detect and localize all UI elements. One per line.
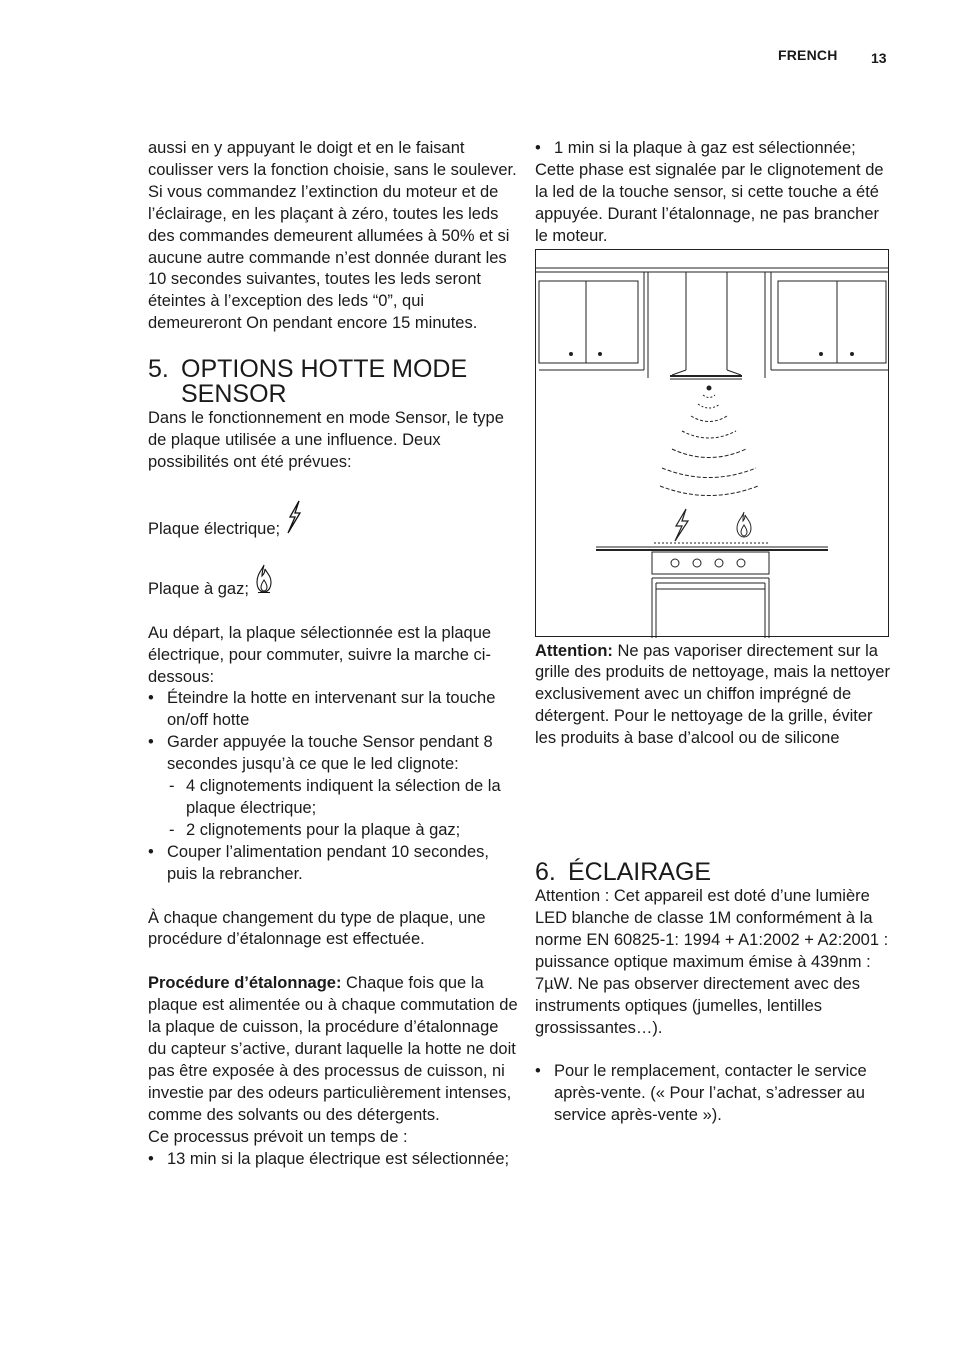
section-6-text: Attention : Cet appareil est doté d’une lumière LED blanche de classe 1M conformément à la norme EN 60825-1: 1994 + A1:2002 + A2:2001 : puissance optique maximum émise à 439nm : 7µW. Ne pas observer directement avec des instruments optiques (jumelles, lentilles grossissantes…). [535, 887, 889, 1037]
calibration-text: Chaque fois que la plaque est alimentée ou à chaque commutation de la plaque de cuisson, la procédure d’étalonnage du capteur s’active, durant laquelle la hotte ne doit pas être exposée à des processus de cuisson, ni investie par des odeurs particulièrement intenses, comme des solvants ou des détergents. [148, 974, 518, 1124]
time-gas: 1 min si la plaque à gaz est sélectionnée; [554, 139, 856, 157]
attention-text: Ne pas vaporiser directement sur la grille des produits de nettoyage, mais la nettoyer exclusivement avec un chiffon imprégné de détergent. Pour le nettoyage de la grille, éviter les produits à base d’alcool ou de silicone [535, 641, 890, 748]
time-intro: Ce processus prévoit un temps de : [148, 1127, 408, 1146]
phase-note: Cette phase est signalée par le clignotement de la led de la touche sensor, si cette touche a été appuyée. Durant l’étalonnage, ne pas brancher le moteur. [535, 160, 884, 245]
intro-paragraph: aussi en y appuyant le doigt et en le faisant coulisser vers la fonction choisie, sans le soulever. Si vous commandez l’extinction du moteur et de l’éclairage, en les plaçant à zéro, toutes les leds des commandes demeurent allumées à 50% et si aucune autre commande n’est donnée durant les 10 secondes suivantes, toutes les leds seront éteintes à l’exception des leds “0”, qui demeureront On pendant encore 15 minutes. [148, 139, 517, 333]
attention-label: Attention: [535, 641, 613, 660]
time-electric: 13 min si la plaque électrique est sélectionnée; [167, 1149, 510, 1168]
switch-steps [148, 688, 518, 885]
page-number: 13 [871, 50, 887, 66]
section-6-title: ÉCLAIRAGE [568, 858, 712, 887]
replacement-text: Pour le remplacement, contacter le service après-vente. (« Pour l’achat, s’adresser au service après-vente »). [554, 1062, 867, 1125]
section-6-number: 6. [535, 858, 556, 887]
flame-icon [254, 564, 274, 601]
substeps [167, 776, 518, 842]
step-text: Éteindre la hotte en intervenant sur la touche on/off hotte [167, 689, 496, 730]
list-item [535, 138, 895, 160]
step-text: Couper l’alimentation pendant 10 secondes, puis la rebrancher. [167, 842, 489, 883]
switch-intro: Au départ, la plaque sélectionnée est la plaque électrique, pour commuter, suivre la marche ci-dessous: [148, 623, 492, 686]
section-5-number: 5. [148, 355, 169, 384]
gas-plate-line [148, 564, 518, 601]
list-item [148, 842, 518, 886]
list-item [148, 688, 518, 732]
header-language: FRENCH [778, 47, 838, 63]
section-6-heading [535, 860, 895, 885]
calibration-paragraph [148, 973, 518, 1126]
list-item [148, 732, 518, 842]
left-column [148, 138, 518, 1171]
hood-cooktop-illustration [536, 250, 890, 638]
change-note: À chaque changement du type de plaque, une procédure d’étalonnage est effectuée. [148, 908, 486, 949]
time-list-continued [535, 138, 895, 160]
section-5-title: OPTIONS HOTTE MODE SENSOR [181, 355, 468, 409]
gas-plate-label: Plaque à gaz; [148, 579, 249, 598]
step-text: Garder appuyée la touche Sensor pendant 8 secondes jusqu’à ce que le led clignote: [167, 733, 493, 774]
sensor-diagram [535, 249, 889, 637]
section-5-intro: Dans le fonctionnement en mode Sensor, le type de plaque utilisée a une influence. Deux possibilités ont été prévues: [148, 409, 504, 471]
list-item [535, 1061, 895, 1127]
list-item [148, 1149, 518, 1171]
time-list [148, 1149, 518, 1171]
sub-list-item: - 2 clignotements pour la plaque à gaz; [167, 820, 518, 842]
sub-list-item: - 4 clignotements indiquent la sélection de la plaque électrique; [167, 776, 518, 820]
lightning-icon [285, 500, 303, 541]
calibration-label: Procédure d’étalonnage: [148, 974, 342, 993]
electric-plate-line [148, 500, 518, 541]
electric-plate-label: Plaque électrique; [148, 519, 281, 538]
right-column [535, 138, 895, 1127]
attention-paragraph [535, 641, 895, 751]
section-6-list [535, 1061, 895, 1127]
section-5-heading [148, 357, 518, 407]
